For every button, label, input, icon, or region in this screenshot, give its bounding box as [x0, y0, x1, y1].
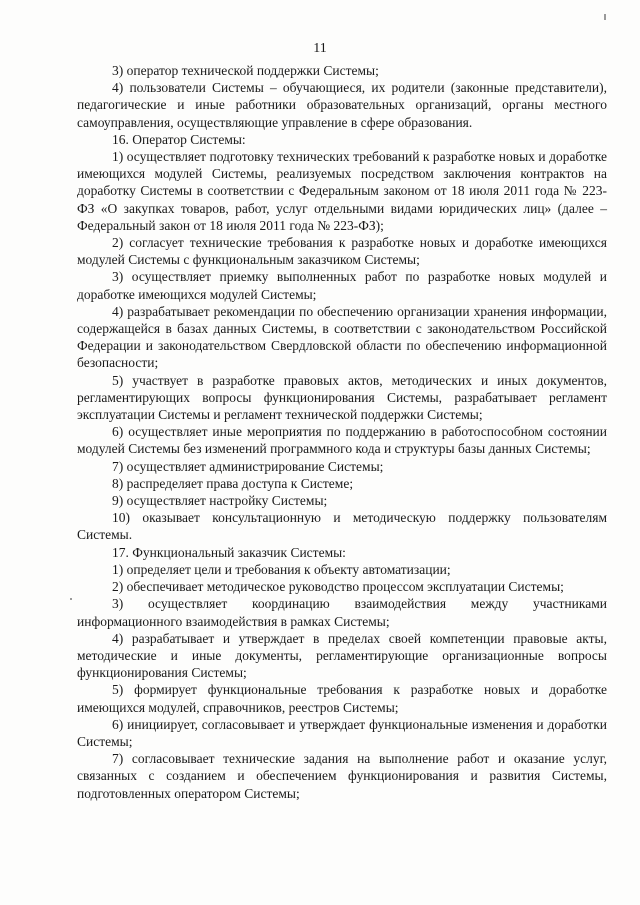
section-heading: 16. Оператор Системы: — [112, 131, 246, 147]
paragraph: 7) осуществляет администрирование Системы; — [112, 458, 384, 474]
paragraph: 5) формирует функциональные требования к разработке новых и доработке имеющихся модулей, справочников, реестров Системы; — [77, 682, 607, 715]
page-number: 11 — [313, 41, 327, 56]
paragraph: 4) разрабатывает и утверждает в пределах своей компетенции правовые акты, методические и иные документы, регламентирующие организационные вопросы функционирования Системы; — [77, 630, 607, 681]
paragraph: 5) участвует в разработке правовых актов, методических и иных документов, регламентирующих вопросы функционирования Системы, разрабатывает регламент эксплуатации Системы и регламент технической поддержки Системы; — [77, 372, 607, 423]
paragraph: 1) осуществляет подготовку технических требований к разработке новых и доработке имеющихся модулей Системы, реализуемых посредством заключения контрактов на доработку Системы в соответствии с Федеральным законом от 18 июля 2011 года № 223-ФЗ «О закупках товаров, работ, услуг отдельными видами юридических лиц» (далее – Федеральный закон от 18 июля 2011 года № 223-ФЗ); — [77, 149, 607, 233]
scan-mark — [70, 598, 72, 600]
paragraph: 8) распределяет права доступа к Системе; — [112, 475, 354, 491]
paragraph: 3) осуществляет координацию взаимодействия между участниками информационного взаимодействия в рамках Системы; — [77, 596, 607, 629]
paragraph: 1) определяет цели и требования к объекту автоматизации; — [112, 561, 451, 577]
paragraph: 2) обеспечивает методическое руководство процессом эксплуатации Системы; — [112, 579, 564, 595]
paragraph: 10) оказывает консультационную и методическую поддержку пользователям Системы. — [77, 510, 607, 543]
scan-mark — [604, 14, 606, 20]
document-body — [77, 62, 607, 802]
paragraph: 7) согласовывает технические задания на выполнение работ и оказание услуг, связанных с созданием и обеспечением функционирования и развития Системы, подготовленных оператором Системы; — [77, 751, 607, 801]
section-heading: 17. Функциональный заказчик Системы: — [112, 544, 346, 560]
paragraph: 2) согласует технические требования к разработке новых и доработке имеющихся модулей Системы с функциональным заказчиком Системы; — [77, 235, 607, 268]
paragraph: 9) осуществляет настройку Системы; — [112, 493, 328, 509]
paragraph: 6) инициирует, согласовывает и утверждает функциональные изменения и доработки Системы; — [77, 716, 607, 749]
paragraph: 3) осуществляет приемку выполненных работ по разработке новых модулей и доработке имеющихся модулей Системы; — [77, 269, 607, 302]
paragraph: 4) пользователи Системы – обучающиеся, их родители (законные представители), педагогические и иные работники образовательных организаций, органы местного самоуправления, осуществляющие управление в сфере образования. — [77, 80, 607, 130]
paragraph: 4) разрабатывает рекомендации по обеспечению организации хранения информации, содержащейся в базах данных Системы, в соответствии с законодательством Российской Федерации и законодательством Свердловской области по обеспечению информационной безопасности; — [77, 303, 607, 371]
paragraph: 6) осуществляет иные мероприятия по поддержанию в работоспособном состоянии модулей Системы без изменений программного кода и структуры базы данных Системы; — [77, 424, 607, 457]
paragraph: 3) оператор технической поддержки Системы; — [112, 63, 379, 78]
